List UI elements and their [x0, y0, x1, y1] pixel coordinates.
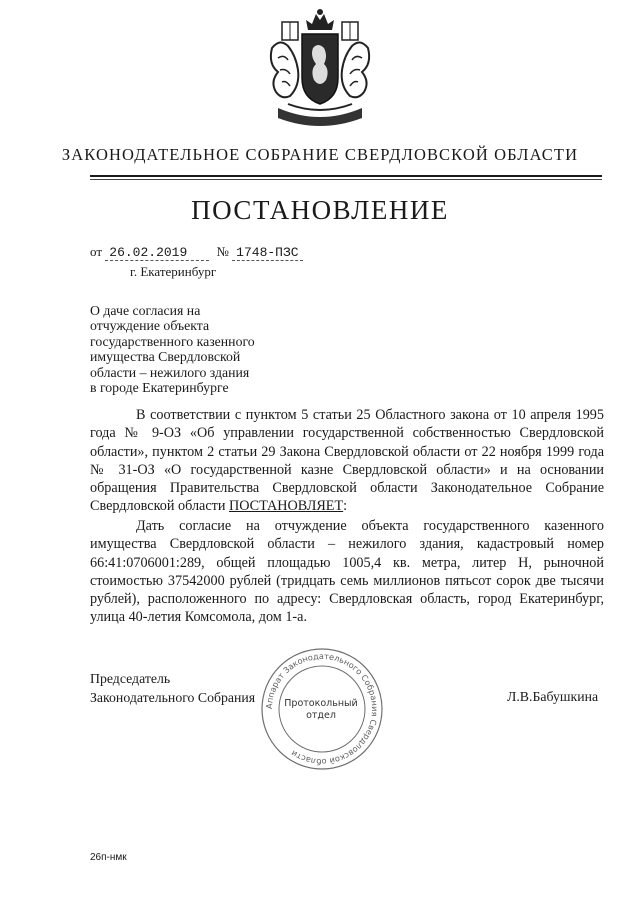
footer-code: 26п-нмк: [90, 852, 127, 863]
stamp-inner-line: Протокольный: [284, 698, 358, 709]
document-type-heading: ПОСТАНОВЛЕНИЕ: [191, 195, 449, 225]
position-line: Законодательного Собрания: [90, 690, 256, 705]
city: г. Екатеринбург: [130, 264, 217, 279]
preamble-text: В соответствии с пунктом 5 статьи 25 Областного закона от 10 апреля 1995 года № 9-ОЗ «Об управлении государственной собственностью Свердловской области», пунктом 2 статьи 29 Закона Свердловской области от 22 ноября 1999 года № 31-ОЗ «О государственной казне Свердловской области» и на основании обращения Правительства Свердловской области Законодательное Собрание Свердловской области: [90, 407, 604, 515]
stamp-ring-text: Аппарат Законодательного Собрания Свердловской области: [263, 650, 381, 768]
preamble-paragraph: [90, 406, 604, 516]
resolution-paragraph: Дать согласие на отчуждение объекта государственного казенного имущества Свердловской области – нежилого здания, кадастровый номер 66:41:0706001:289, общей площадью 1005,4 кв. метра, литер Н, рыночной стоимостью 37542000 рублей (тридцать семь миллионов пятьсот сорок две тысячи рублей), расположенного по адресу: Свердловская область, город Екатеринбург, улица 40-летия Комсомола, дом 1-а.: [90, 518, 604, 626]
subject-line: государственного казенного: [90, 333, 255, 349]
stamp-inner-line: отдел: [306, 710, 336, 721]
document-date: 26.02.2019: [105, 245, 209, 261]
number-prefix: №: [216, 244, 229, 259]
organization-title: ЗАКОНОДАТЕЛЬНОЕ СОБРАНИЕ СВЕРДЛОВСКОЙ ОБЛАСТИ: [61, 145, 579, 164]
document-subject: [90, 303, 330, 395]
subject-line: О даче согласия на: [90, 303, 201, 318]
subject-line: в городе Екатеринбурге: [90, 380, 229, 396]
document-number: 1748-ПЗС: [232, 245, 302, 261]
stamp-inner-text: [280, 698, 362, 722]
coat-of-arms-icon: [258, 8, 382, 136]
header-divider: [90, 175, 602, 177]
subject-line: имущества Свердловской: [90, 349, 241, 365]
header-divider-thin: [90, 179, 602, 180]
position-line: Председатель: [90, 671, 171, 686]
signatory-name: Л.В.Бабушкина: [507, 689, 599, 704]
date-prefix: от: [90, 244, 103, 259]
subject-line: области – нежилого здания: [90, 364, 250, 380]
preamble-end: :: [343, 498, 348, 515]
resolution-keyword: ПОСТАНОВЛЯЕТ: [228, 498, 344, 515]
signatory-position: [90, 669, 255, 707]
registration-line: [90, 244, 303, 261]
subject-line: отчуждение объекта: [90, 318, 210, 334]
